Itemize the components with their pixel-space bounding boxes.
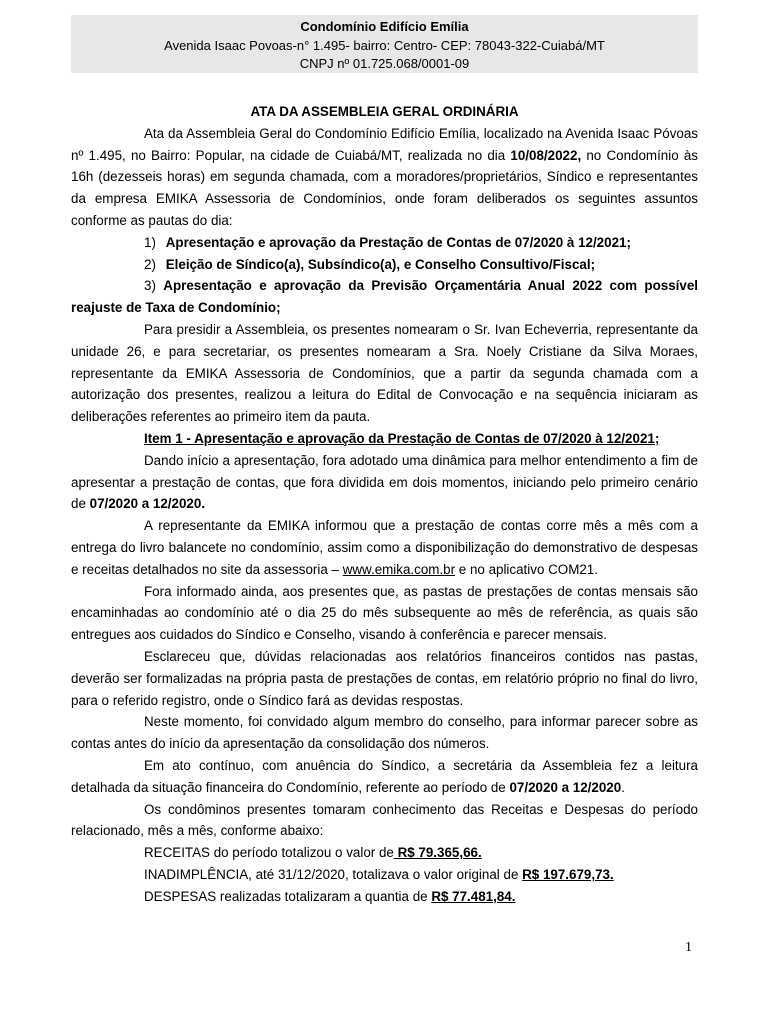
paragraph-intro	[71, 123, 698, 232]
agenda-item-text: Apresentação e aprovação da Prestação de Contas de 07/2020 à 12/2021;	[165, 234, 631, 250]
emika-website-link[interactable]: www.emika.com.br	[342, 561, 456, 577]
agenda-item-2	[71, 254, 698, 276]
agenda-item-text: Apresentação e aprovação da Previsão Orçamentária Anual 2022 com possível reajuste de Taxa de Condomínio;	[71, 278, 698, 316]
intro-text-b: no Condomínio às 16h (dezesseis horas) em segunda chamada, com a moradores/proprietários, Síndico e representantes da empresa EMIKA Assessoria de Condomínios, onde foram deliberados os seguintes assuntos conforme as pautas do dia:	[71, 147, 698, 228]
document-title: ATA DA ASSEMBLEIA GERAL ORDINÁRIA	[250, 104, 519, 119]
presentation-text: Dando início a apresentação, fora adotado uma dinâmica para melhor entendimento a fim de apresentar a prestação de contas, que fora dividida em dois momentos, iniciando pelo primeiro cenário de	[71, 452, 698, 512]
emika-text-b: e no aplicativo COM21.	[455, 561, 598, 577]
revenue-label: RECEITAS do período totalizou o valor de	[144, 845, 394, 861]
paragraph-emika-info	[71, 515, 698, 580]
reading-period: 07/2020 a 12/2020	[509, 779, 622, 795]
agenda-item-number: 1)	[144, 234, 156, 250]
page-number: 1	[685, 940, 692, 955]
paragraph-acknowledgement: Os condôminos presentes tomaram conhecimento das Receitas e Despesas do período relacionado, mês a mês, conforme abaixo:	[71, 801, 698, 839]
delinquency-value: R$ 197.679,73.	[522, 866, 614, 882]
agenda-item-number: 2)	[144, 256, 156, 272]
expenses-line	[71, 886, 698, 908]
expenses-label: DESPESAS realizadas totalizaram a quantia de	[144, 888, 432, 904]
emika-text-a: A representante da EMIKA informou que a prestação de contas corre mês a mês com a entrega do livro balancete no condomínio, assim como a disponibilização do demonstrativo de despesas e receitas detalhados no site da assessoria –	[71, 518, 698, 577]
reading-text-b: .	[621, 779, 625, 795]
paragraph-council: Neste momento, foi convidado algum membro do conselho, para informar parecer sobre as contas antes do início da apresentação da consolidação dos números.	[71, 714, 698, 752]
revenue-line	[71, 842, 698, 864]
delinquency-label: INADIMPLÊNCIA, até 31/12/2020, totalizava o valor original de	[144, 866, 523, 882]
expenses-value: R$ 77.481,84.	[431, 888, 516, 904]
agenda-item-1	[71, 232, 698, 254]
condominium-name: Condomínio Edifício Emília	[300, 19, 469, 34]
condominium-cnpj: CNPJ nº 01.725.068/0001-09	[299, 56, 470, 71]
agenda-item-text: Eleição de Síndico(a), Subsíndico(a), e Conselho Consultivo/Fiscal;	[165, 256, 596, 272]
intro-text-a: Ata da Assembleia Geral do Condomínio Edifício Emília, localizado na Avenida Isaac Póvoas nº 1.495, no Bairro: Popular, na cidade de Cuiabá/MT, realizada no dia	[71, 125, 698, 163]
document-body	[71, 101, 698, 907]
reading-text-a: Em ato contínuo, com anuência do Síndico, a secretária da Assembleia fez a leitura detalhada da situação financeira do Condomínio, referente ao período de	[71, 757, 698, 795]
agenda-item-number: 3)	[144, 278, 156, 294]
meeting-date: 10/08/2022,	[510, 147, 582, 163]
paragraph-financial-reading	[71, 755, 698, 799]
first-period: 07/2020 a 12/2020.	[89, 496, 206, 512]
paragraph-folders: Fora informado ainda, aos presentes que, as pastas de prestações de contas mensais são encaminhadas ao condomínio até o dia 25 do mês subsequente ao mês de referência, as quais são entregues aos cuidados do Síndico e Conselho, visando à conferência e parecer mensais.	[71, 583, 698, 643]
item1-heading-text: Item 1 - Apresentação e aprovação da Prestação de Contas de 07/2020 à 12/2021;	[144, 430, 660, 446]
item1-heading	[71, 428, 698, 450]
agenda-item-3	[71, 275, 698, 319]
paragraph-doubts: Esclareceu que, dúvidas relacionadas aos relatórios financeiros contidos nas pastas, deverão ser formalizadas na própria pasta de prestações de contas, em relatório próprio no final do livro, para o referido registro, onde o Síndico fará as devidas respostas.	[71, 648, 698, 708]
document-header	[71, 15, 698, 73]
paragraph-presentation-start	[71, 450, 698, 515]
revenue-value: R$ 79.365,66.	[393, 845, 482, 861]
paragraph-president: Para presidir a Assembleia, os presentes nomearam o Sr. Ivan Echeverria, representante da unidade 26, e para secretariar, os presentes nomearam a Sra. Noely Cristiane da Silva Moraes, representante da EMIKA Assessoria de Condomínios, que a partir da segunda chamada com a autorização dos presentes, realizou a leitura do Edital de Convocação e na sequência iniciaram as deliberações referentes ao primeiro item da pauta.	[71, 321, 698, 425]
delinquency-line	[71, 864, 698, 886]
condominium-address: Avenida Isaac Povoas-n° 1.495- bairro: Centro- CEP: 78043-322-Cuiabá/MT	[164, 37, 605, 53]
